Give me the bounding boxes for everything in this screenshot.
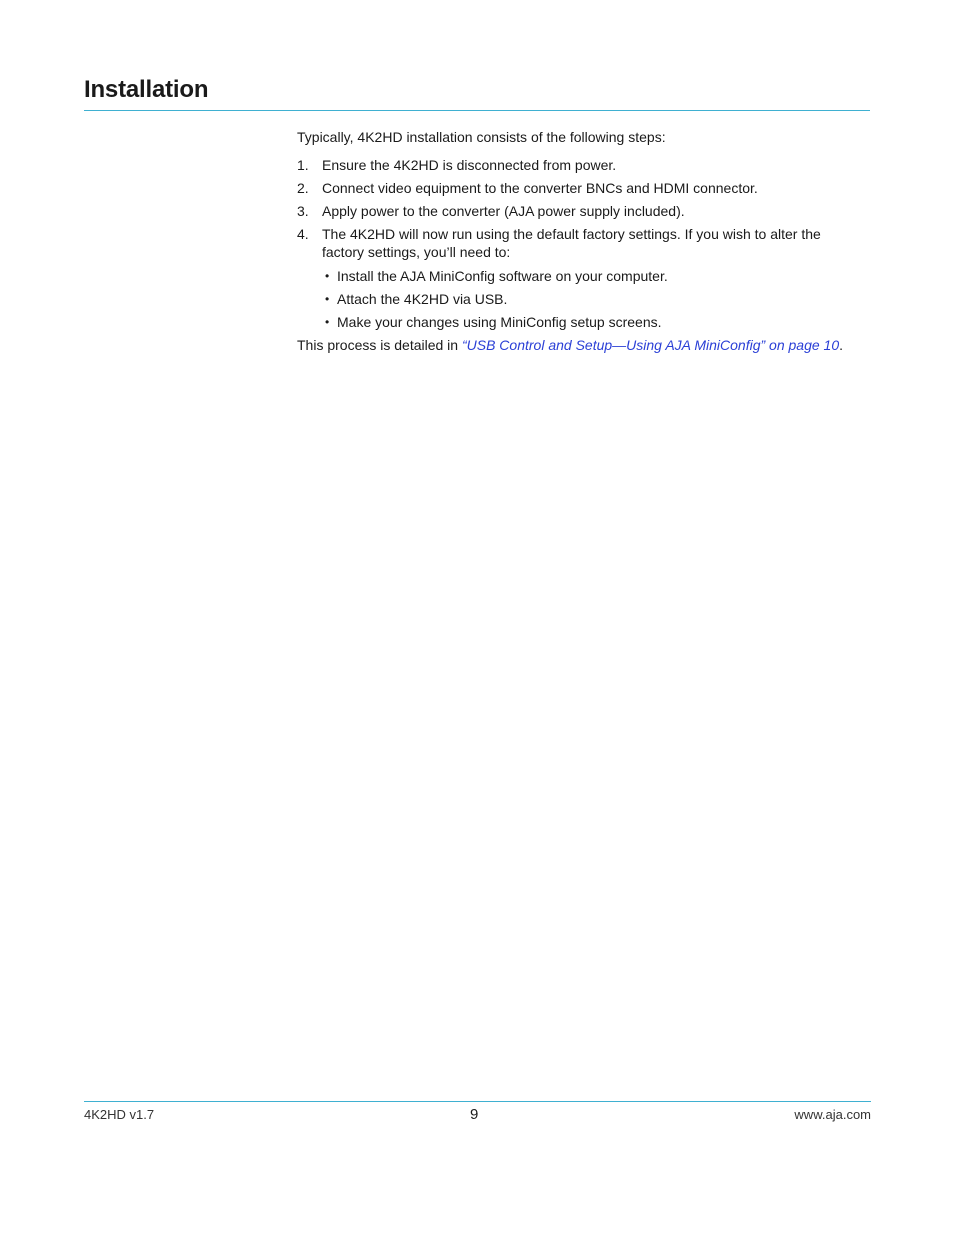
process-paragraph bbox=[297, 336, 857, 354]
sub-step-item bbox=[322, 313, 857, 331]
process-prefix: This process is detailed in bbox=[297, 337, 462, 353]
footer-website: www.aja.com bbox=[794, 1107, 871, 1122]
step-text: The 4K2HD will now run using the default factory settings. If you wish to alter the factory settings, you’ll need to: bbox=[322, 226, 821, 260]
step-number: 3. bbox=[297, 203, 309, 219]
step-item bbox=[297, 225, 857, 331]
footer-page-number: 9 bbox=[470, 1106, 479, 1123]
step-item bbox=[297, 202, 857, 220]
sub-step-item bbox=[322, 290, 857, 308]
bullet-icon: • bbox=[325, 292, 330, 306]
bullet-icon: • bbox=[325, 269, 330, 283]
bullet-icon: • bbox=[325, 315, 330, 329]
footer-rule bbox=[84, 1101, 871, 1102]
main-content bbox=[297, 128, 857, 354]
sub-step-item bbox=[322, 267, 857, 285]
sub-step-text: Make your changes using MiniConfig setup screens. bbox=[337, 314, 662, 330]
process-suffix: . bbox=[839, 337, 844, 353]
step-number: 1. bbox=[297, 157, 309, 173]
sub-step-text: Install the AJA MiniConfig software on your computer. bbox=[337, 268, 668, 284]
installation-steps bbox=[297, 156, 857, 331]
step-item bbox=[297, 156, 857, 174]
sub-step-text: Attach the 4K2HD via USB. bbox=[337, 291, 508, 307]
sub-steps bbox=[322, 267, 857, 331]
step-number: 2. bbox=[297, 180, 309, 196]
intro-paragraph: Typically, 4K2HD installation consists of the following steps: bbox=[297, 129, 666, 145]
step-text: Connect video equipment to the converter BNCs and HDMI connector. bbox=[322, 180, 758, 196]
footer-doc-version: 4K2HD v1.7 bbox=[84, 1107, 155, 1122]
page-title: Installation bbox=[84, 76, 209, 103]
step-item bbox=[297, 179, 857, 197]
step-text: Ensure the 4K2HD is disconnected from power. bbox=[322, 157, 617, 173]
step-text: Apply power to the converter (AJA power supply included). bbox=[322, 203, 685, 219]
header-rule bbox=[84, 110, 870, 111]
step-number: 4. bbox=[297, 226, 309, 242]
cross-reference-link[interactable]: “USB Control and Setup—Using AJA MiniConfig” on page 10 bbox=[461, 337, 840, 353]
